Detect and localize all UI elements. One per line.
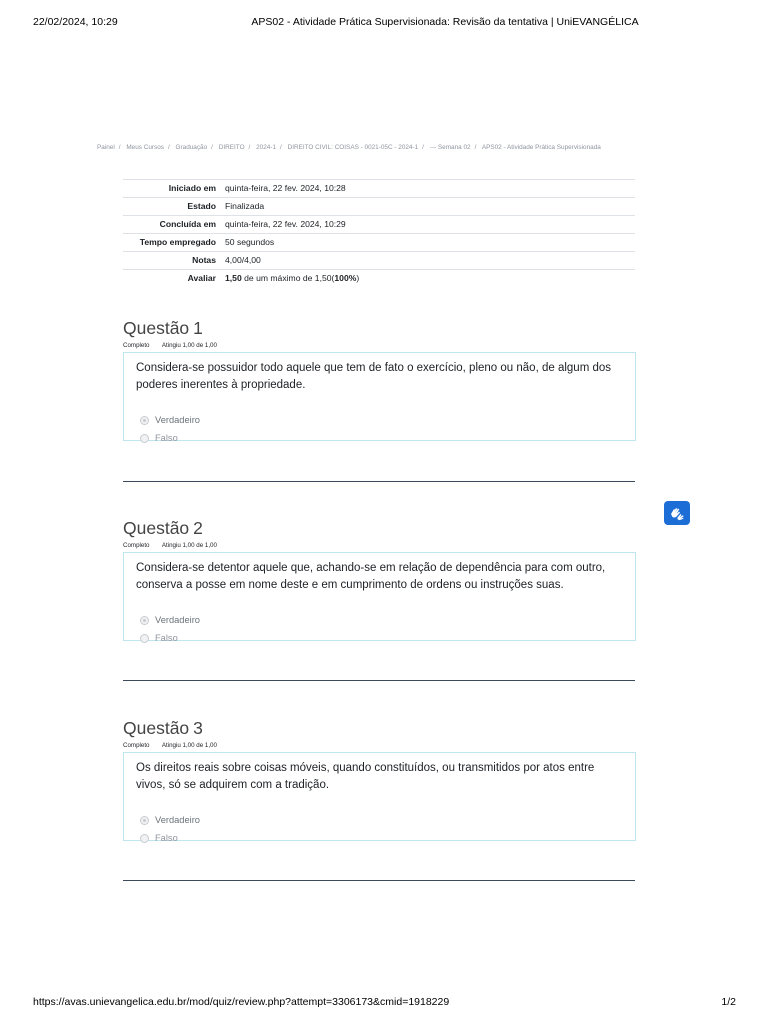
breadcrumb-item-activity[interactable]: APS02 - Atividade Prática Supervisionada xyxy=(481,144,601,151)
breadcrumb-separator: / xyxy=(280,144,282,151)
question-mark: Atingiu 1,00 de 1,00 xyxy=(161,542,217,549)
breadcrumb-separator: / xyxy=(248,144,251,151)
summary-row-state xyxy=(123,198,635,216)
question-title xyxy=(123,318,636,338)
question-mark: Atingiu 1,00 de 1,00 xyxy=(161,742,217,749)
question-title-label: Questão xyxy=(123,718,190,738)
summary-label: Concluída em xyxy=(123,216,221,234)
question-2 xyxy=(123,518,636,641)
attempt-summary-table xyxy=(123,179,635,287)
breadcrumb-separator: / xyxy=(118,144,121,151)
answer-option-false[interactable] xyxy=(136,429,623,447)
grade-score: 1,50 xyxy=(225,273,242,283)
summary-value: Finalizada xyxy=(221,198,635,216)
question-box xyxy=(123,552,636,641)
question-divider xyxy=(123,481,635,482)
answer-option-label: Verdadeiro xyxy=(155,615,200,625)
summary-value: 50 segundos xyxy=(221,234,635,252)
print-page-title: APS02 - Atividade Prática Supervisionada: Revisão da tentativa | UniEVANGÉLICA xyxy=(251,16,639,28)
breadcrumb-item-semester[interactable]: 2024-1 xyxy=(256,144,277,151)
question-number: 1 xyxy=(193,318,203,338)
question-box xyxy=(123,752,636,841)
question-status: Completo xyxy=(123,342,150,349)
question-title-label: Questão xyxy=(123,318,190,338)
breadcrumb-item-course[interactable]: DIREITO CIVIL: COISAS - 0021-05C - 2024-1 xyxy=(287,144,419,151)
radio-unchecked-icon[interactable] xyxy=(140,634,149,643)
answer-option-true[interactable] xyxy=(136,611,623,629)
print-footer xyxy=(0,996,768,1010)
answer-option-false[interactable] xyxy=(136,829,623,847)
answer-option-true[interactable] xyxy=(136,811,623,829)
summary-value: quinta-feira, 22 fev. 2024, 10:29 xyxy=(221,216,635,234)
grade-max-text: de um máximo de 1,50( xyxy=(241,273,335,283)
question-title xyxy=(123,518,636,538)
summary-label: Notas xyxy=(123,252,221,270)
question-number: 3 xyxy=(193,718,203,738)
summary-value: quinta-feira, 22 fev. 2024, 10:28 xyxy=(221,180,635,198)
answer-option-label: Falso xyxy=(155,633,178,643)
question-title xyxy=(123,718,636,738)
grade-close: ) xyxy=(356,273,360,283)
summary-value: 4,00/4,00 xyxy=(221,252,635,270)
answer-option-true[interactable] xyxy=(136,411,623,429)
radio-unchecked-icon[interactable] xyxy=(140,434,149,443)
breadcrumb-item-graduacao[interactable]: Graduação xyxy=(175,144,208,151)
answer-options xyxy=(136,811,623,847)
answer-option-label: Verdadeiro xyxy=(155,415,200,425)
breadcrumb-separator: / xyxy=(422,144,424,151)
summary-value xyxy=(221,270,635,288)
summary-row-grade xyxy=(123,270,635,288)
radio-unchecked-icon[interactable] xyxy=(140,834,149,843)
summary-row-completed xyxy=(123,216,635,234)
question-text: Considera-se possuidor todo aquele que tem de fato o exercício, pleno ou não, de algum dos poderes inerentes à propriedade. xyxy=(136,362,612,391)
breadcrumb-item-painel[interactable]: Painel xyxy=(97,144,115,151)
print-datetime: 22/02/2024, 10:29 xyxy=(33,16,118,28)
answer-option-false[interactable] xyxy=(136,629,623,647)
question-divider xyxy=(123,880,635,881)
summary-label: Tempo empregado xyxy=(123,234,221,252)
grade-percent: 100% xyxy=(334,273,357,283)
question-meta xyxy=(123,542,636,551)
summary-label: Iniciado em xyxy=(123,180,221,198)
answer-options xyxy=(136,411,623,447)
question-status: Completo xyxy=(123,742,150,749)
print-header xyxy=(0,16,768,30)
breadcrumb-separator: / xyxy=(474,144,477,151)
radio-checked-icon[interactable] xyxy=(140,616,149,625)
question-3 xyxy=(123,718,636,841)
radio-checked-icon[interactable] xyxy=(140,816,149,825)
breadcrumb-item-direito[interactable]: DIREITO xyxy=(218,144,245,151)
accessibility-button[interactable] xyxy=(664,501,690,525)
breadcrumb-item-meus-cursos[interactable]: Meus Cursos xyxy=(126,144,164,151)
question-box xyxy=(123,352,636,441)
summary-row-started xyxy=(123,180,635,198)
print-page-number: 1/2 xyxy=(721,996,736,1008)
summary-row-time xyxy=(123,234,635,252)
question-mark: Atingiu 1,00 de 1,00 xyxy=(161,342,217,349)
print-url: https://avas.unievangelica.edu.br/mod/quiz/review.php?attempt=3306173&cmid=1918229 xyxy=(33,996,450,1008)
answer-option-label: Falso xyxy=(155,833,178,843)
breadcrumb xyxy=(97,144,657,151)
summary-label: Avaliar xyxy=(123,270,221,288)
question-meta xyxy=(123,342,636,351)
question-number: 2 xyxy=(193,518,203,538)
summary-row-marks xyxy=(123,252,635,270)
sign-language-icon xyxy=(668,505,686,521)
breadcrumb-separator: / xyxy=(211,144,213,151)
question-1 xyxy=(123,318,636,441)
summary-label: Estado xyxy=(123,198,221,216)
answer-options xyxy=(136,611,623,647)
question-text: Os direitos reais sobre coisas móveis, quando constituídos, ou transmitidos por atos entre vivos, só se adquirem com a tradição. xyxy=(136,762,595,791)
question-text: Considera-se detentor aquele que, achando-se em relação de dependência para com outro, conserva a posse em nome deste e em cumprimento de ordens ou instruções suas. xyxy=(136,562,606,591)
question-meta xyxy=(123,742,636,751)
question-title-label: Questão xyxy=(123,518,190,538)
answer-option-label: Verdadeiro xyxy=(155,815,200,825)
answer-option-label: Falso xyxy=(155,433,178,443)
question-divider xyxy=(123,680,635,681)
breadcrumb-item-week[interactable]: --- Semana 02 xyxy=(429,144,471,151)
radio-checked-icon[interactable] xyxy=(140,416,149,425)
question-status: Completo xyxy=(123,542,150,549)
breadcrumb-separator: / xyxy=(167,144,170,151)
